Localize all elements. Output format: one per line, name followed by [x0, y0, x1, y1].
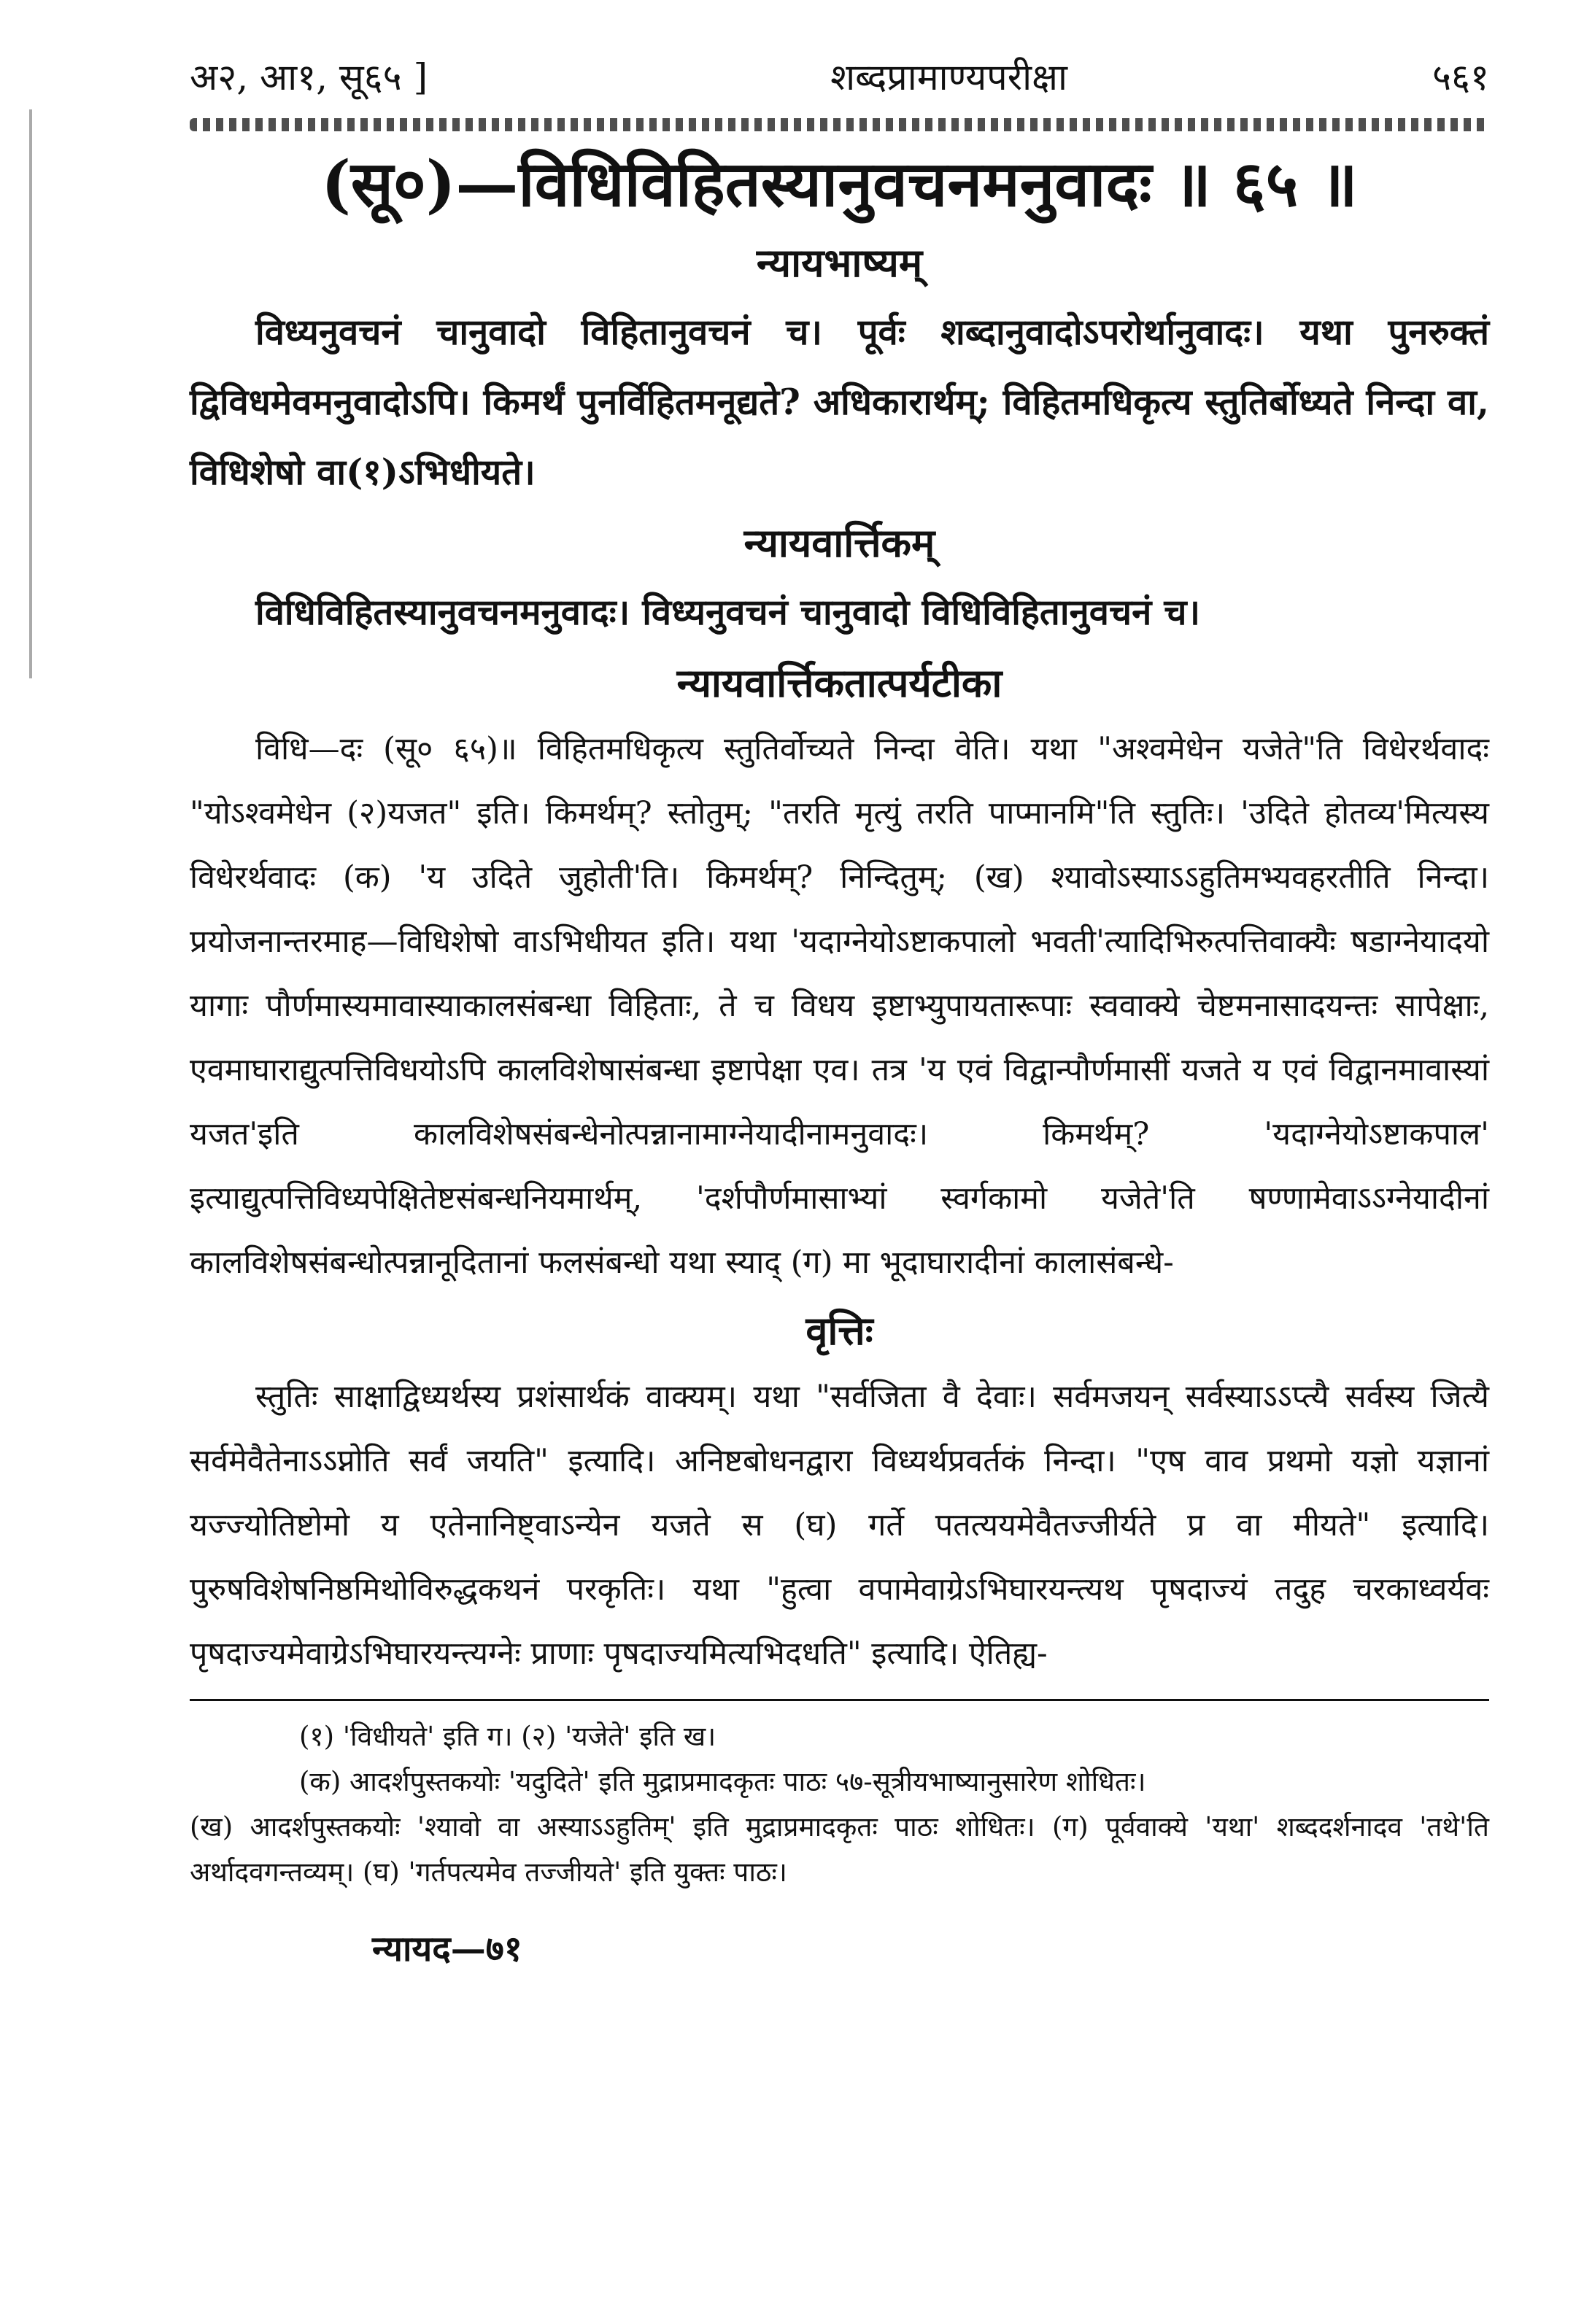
running-header — [190, 51, 1489, 102]
signature-mark: न्यायद—७१ — [372, 1928, 522, 1969]
footnote-1: (१) 'विधीयते' इति ग। (२) 'यजेते' इति ख। — [299, 1720, 716, 1752]
footnote-3: (ख) आदर्शपुस्तकयोः 'श्यावो वा अस्याऽऽहुतिम्' इति मुद्राप्रमादकृतः पाठः शोधितः। (ग) पूर्ववाक्ये 'यथा' शब्ददर्शनादव 'तथे'ति अर्थादवगन्तव्यम्। (घ) 'गर्तपत्यमेव तज्जीयते' इति युक्तः पाठः। — [190, 1810, 1489, 1888]
binding-shadow — [29, 109, 36, 678]
tika-text: विधि—दः (सू० ६५)॥ विहितमधिकृत्य स्तुतिर्वोच्यते निन्दा वेति। यथा "अश्वमेधेन यजेते"ति विधेरर्थवादः "योऽश्वमेधेन (२)यजत" इति। किमर्थम्? स्तोतुम्; "तरति मृत्युं तरति पाप्मानमि"ति स्तुतिः। 'उदिते होतव्य'मित्यस्य विधेरर्थवादः (क) 'य उदिते जुहोती'ति। किमर्थम्? निन्दितुम्; (ख) श्यावोऽस्याऽऽहुतिमभ्यवहरतीति निन्दा। प्रयोजनान्तरमाह—विधिशेषो वाऽभिधीयत इति। यथा 'यदाग्नेयोऽष्टाकपालो भवती'त्यादिभिरुत्पत्तिवाक्यैः षडाग्नेयादयो यागाः पौर्णमास्यमावास्याकालसंबन्धा विहिताः, ते च विधय इष्टाभ्युपायतारूपाः स्ववाक्ये चेष्टमनासादयन्तः सापेक्षाः, एवमाघाराद्युत्पत्तिविधयोऽपि कालविशेषासंबन्धा इष्टापेक्षा एव। तत्र 'य एवं विद्वान्पौर्णमासीं यजते य एवं विद्वानमावास्यां यजत'इति कालविशेषसंबन्धेनोत्पन्नानामाग्नेयादीनामनुवादः। किमर्थम्? 'यदाग्नेयोऽष्टाकपाल' इत्याद्युत्पत्तिविध्यपेक्षितेष्टसंबन्धनियमार्थम्, 'दर्शपौर्णमासाभ्यां स्वर्गकामो यजेते'ति षण्णामेवाऽऽग्नेयादीनां कालविशेषसंबन्धोत्पन्नानूदितानां फलसंबन्धो यथा स्याद् (ग) मा भूदाघारादीनां कालासंबन्धे- — [190, 730, 1489, 1281]
footnote-2: (क) आदर्शपुस्तकयोः 'यदुदिते' इति मुद्राप्रमादकृतः पाठः ५७-सूत्रीयभाष्यानुसारेण शोधितः। — [299, 1765, 1146, 1797]
page-number: ५६१ — [1432, 56, 1489, 98]
bhashya-title: न्यायभाष्यम् — [756, 239, 923, 286]
sutra-heading: (सू०)—विधिविहितस्यानुवचनमनुवादः ॥ ६५ ॥ — [321, 147, 1358, 221]
footnote-rule — [190, 1699, 1489, 1701]
vritti-text: स्तुतिः साक्षाद्विध्यर्थस्य प्रशंसार्थकं वाक्यम्। यथा "सर्वजिता वै देवाः। सर्वमजयन् सर्वस्याऽऽप्त्यै सर्वस्य जित्यै सर्वमेवैतेनाऽऽप्नोति सर्वं जयति" इत्यादि। अनिष्टबोधनद्वारा विध्यर्थप्रवर्तकं निन्दा। "एष वाव प्रथमो यज्ञो यज्ञानां यज्ज्योतिष्टोमो य एतेनानिष्ट्वाऽन्येन यजते स (घ) गर्ते पतत्ययमेवैतज्जीर्यते प्र वा मीयते" इत्यादि। पुरुषविशेषनिष्ठमिथोविरुद्धकथनं परकृतिः। यथा "हुत्वा वपामेवाग्रेऽभिघारयन्त्यथ पृषदाज्यं तदुह चरकाध्वर्यवः पृषदाज्यमेवाग्रेऽभिघारयन्त्यग्नेः प्राणाः पृषदाज्यमित्यभिदधति" इत्यादि। ऐतिह्य- — [190, 1378, 1489, 1672]
bhashya-text: विध्यनुवचनं चानुवादो विहितानुवचनं च। पूर्वः शब्दानुवादोऽपरोर्थानुवादः। यथा पुनरुक्तं द्विविधमेवमनुवादोऽपि। किमर्थं पुनर्विहितमनूद्यते? अधिकारार्थम्; विहितमधिकृत्य स्तुतिर्बोध्यते निन्दा वा, विधिशेषो वा(१)ऽभिधीयते। — [190, 310, 1489, 493]
header-reference: अ२, आ१, सू६५ ] — [190, 56, 428, 98]
wavy-divider — [190, 118, 1489, 131]
vritti-title: वृत्तिः — [805, 1306, 873, 1354]
vartika-title: न्यायवार्त्तिकम् — [743, 519, 935, 566]
tika-title: न्यायवार्त्तिकतात्पर्यटीका — [676, 659, 1002, 706]
vartika-text: विधिविहितस्यानुवचनमनुवादः। विध्यनुवचनं चानुवादो विधिविहितानुवचनं च। — [255, 590, 1201, 633]
header-title: शब्दप्रामाण्यपरीक्षा — [830, 56, 1067, 98]
